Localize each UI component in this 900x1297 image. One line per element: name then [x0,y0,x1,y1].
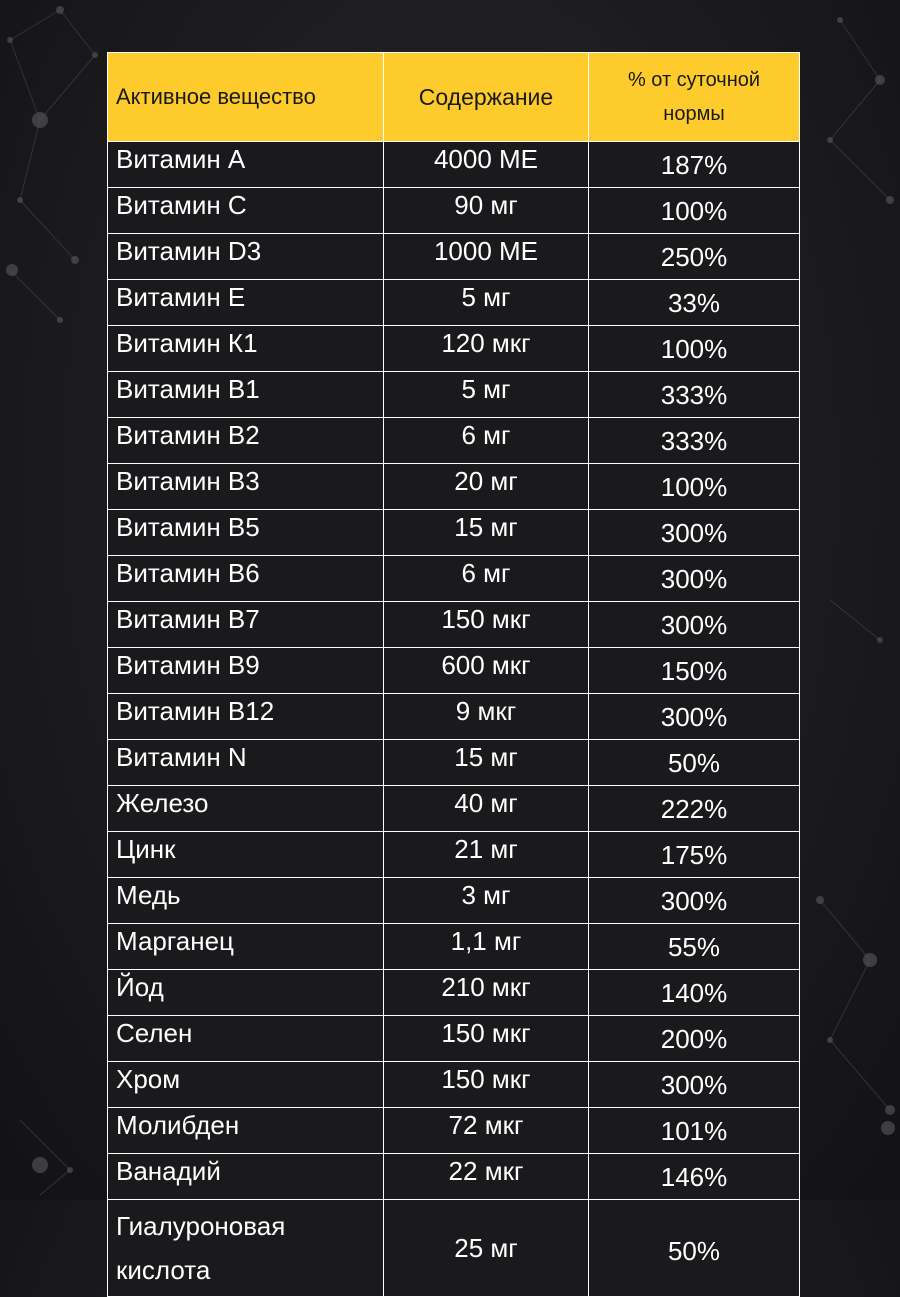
row-name: Селен [108,1016,384,1062]
row-percent: 146% [589,1154,800,1200]
row-name: Витамин К1 [108,326,384,372]
row-name: Хром [108,1062,384,1108]
header-content: Содержание [384,53,589,142]
row-name: Витамин D3 [108,234,384,280]
row-name: Цинк [108,832,384,878]
row-amount: 40 мг [384,786,589,832]
row-percent: 300% [589,694,800,740]
row-name: Медь [108,878,384,924]
row-amount: 9 мкг [384,694,589,740]
row-name: Железо [108,786,384,832]
table-row [108,1108,800,1154]
table-row [108,832,800,878]
row-name: Витамин Е [108,280,384,326]
row-amount: 1000 МЕ [384,234,589,280]
row-percent: 222% [589,786,800,832]
row-amount: 90 мг [384,188,589,234]
table-row [108,510,800,556]
row-percent: 300% [589,556,800,602]
row-amount: 6 мг [384,418,589,464]
row-amount: 15 мг [384,510,589,556]
row-amount: 20 мг [384,464,589,510]
header-substance: Активное вещество [108,53,384,142]
table-row [108,740,800,786]
table-row [108,372,800,418]
table-row [108,326,800,372]
table-body [108,142,800,1297]
row-name: Молибден [108,1108,384,1154]
table-row [108,786,800,832]
row-percent: 250% [589,234,800,280]
row-amount: 1,1 мг [384,924,589,970]
row-amount: 120 мкг [384,326,589,372]
table-row [108,418,800,464]
row-percent: 333% [589,418,800,464]
table-row [108,142,800,188]
row-name: Витамин В5 [108,510,384,556]
row-percent: 50% [589,740,800,786]
nutrient-table-container [107,52,799,1297]
row-percent: 50% [589,1200,800,1297]
row-percent: 300% [589,878,800,924]
table-row [108,648,800,694]
row-percent: 150% [589,648,800,694]
row-name: Витамин А [108,142,384,188]
table-row [108,602,800,648]
table-row [108,188,800,234]
row-name [108,1200,384,1297]
table-header-row [108,53,800,142]
row-percent: 175% [589,832,800,878]
nutrient-table [107,52,800,1297]
row-percent: 300% [589,1062,800,1108]
table-row [108,878,800,924]
row-name: Витамин В1 [108,372,384,418]
table-row [108,280,800,326]
table-row [108,924,800,970]
row-percent: 100% [589,464,800,510]
row-name: Витамин В6 [108,556,384,602]
row-name: Витамин N [108,740,384,786]
row-percent: 55% [589,924,800,970]
row-name: Витамин В7 [108,602,384,648]
row-amount: 5 мг [384,280,589,326]
row-percent: 100% [589,188,800,234]
row-amount: 6 мг [384,556,589,602]
row-percent: 101% [589,1108,800,1154]
table-row [108,234,800,280]
row-name: Витамин С [108,188,384,234]
row-amount: 72 мкг [384,1108,589,1154]
row-amount: 22 мкг [384,1154,589,1200]
row-amount: 15 мг [384,740,589,786]
row-percent: 140% [589,970,800,1016]
table-row [108,970,800,1016]
row-name-line1: Гиалуроновая [116,1211,286,1241]
table-row [108,1016,800,1062]
row-amount: 150 мкг [384,1062,589,1108]
row-amount: 4000 МЕ [384,142,589,188]
row-percent: 33% [589,280,800,326]
row-name: Витамин В2 [108,418,384,464]
row-amount: 3 мг [384,878,589,924]
row-amount: 21 мг [384,832,589,878]
row-name: Витамин В12 [108,694,384,740]
row-percent: 300% [589,510,800,556]
row-percent: 200% [589,1016,800,1062]
table-row-hyaluronic-acid [108,1200,800,1297]
table-row [108,464,800,510]
row-percent: 100% [589,326,800,372]
row-amount: 25 мг [384,1200,589,1297]
row-amount: 150 мкг [384,602,589,648]
row-amount: 150 мкг [384,1016,589,1062]
row-amount: 600 мкг [384,648,589,694]
row-name: Марганец [108,924,384,970]
row-percent: 300% [589,602,800,648]
row-name: Витамин В3 [108,464,384,510]
row-amount: 210 мкг [384,970,589,1016]
table-row [108,1154,800,1200]
row-percent: 333% [589,372,800,418]
row-name-line2: кислота [116,1255,211,1285]
row-name: Ванадий [108,1154,384,1200]
row-name: Витамин В9 [108,648,384,694]
header-daily-percent-line2: нормы [663,103,725,125]
row-percent: 187% [589,142,800,188]
table-row [108,556,800,602]
row-amount: 5 мг [384,372,589,418]
header-daily-percent [589,53,800,142]
table-row [108,1062,800,1108]
row-name: Йод [108,970,384,1016]
header-daily-percent-line1: % от суточной [627,69,761,91]
table-row [108,694,800,740]
